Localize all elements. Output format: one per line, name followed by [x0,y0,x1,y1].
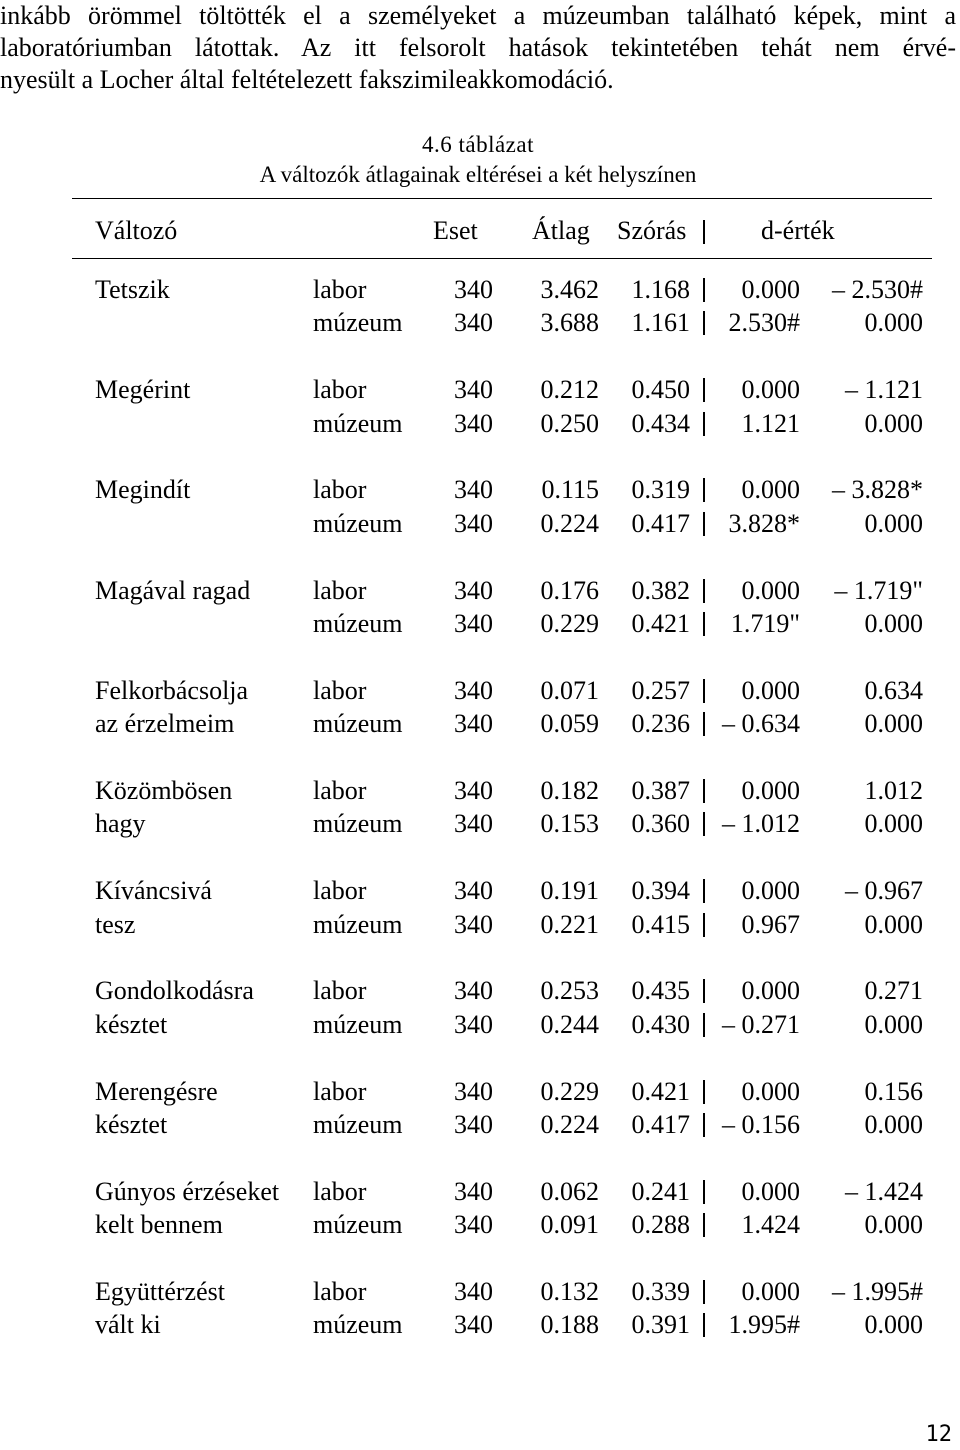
d-value-lab-cell: – 0.156 [722,1110,800,1139]
cases-cell: 340 [454,1110,493,1139]
header-separator [703,220,705,244]
place-cell: labor [313,375,367,405]
cases-cell: 340 [454,909,493,939]
sd-cell: 0.360 [631,809,690,839]
cases-cell: 340 [454,809,493,839]
place-cell: labor [313,1076,367,1106]
row-label: kelt bennem [95,1210,223,1240]
mean-cell: 0.062 [540,1176,599,1206]
mean-cell: 3.688 [540,308,599,338]
sd-cell: 0.288 [631,1210,690,1240]
table-top-rule [72,198,932,199]
place-cell: múzeum [313,909,403,939]
column-separator [703,1313,705,1337]
d-value-lab-cell: 1.719" [730,609,800,638]
cases-cell: 340 [454,876,493,906]
d-value-lab-cell: 0.000 [741,575,800,605]
row-label: Együttérzést [95,1277,225,1306]
sd-cell: 0.339 [631,1277,690,1306]
d-value-museum-cell: 0.000 [864,1310,923,1340]
d-value-museum-cell: – 3.828* [832,475,923,505]
column-separator [703,913,705,937]
d-value-lab-cell: – 0.634 [722,709,800,739]
column-separator [703,612,705,636]
mean-cell: 0.153 [540,809,599,839]
column-separator [703,712,705,736]
column-separator [703,412,705,436]
column-separator [703,311,705,335]
cases-cell: 340 [454,1009,493,1039]
column-separator [703,512,705,536]
cases-cell: 340 [454,1076,493,1106]
d-value-museum-cell: 0.271 [864,976,923,1006]
place-cell: múzeum [313,508,403,538]
cases-cell: 340 [454,508,493,538]
d-value-lab-cell: 0.000 [741,876,800,906]
d-value-museum-cell: 0.000 [864,1110,923,1139]
sd-cell: 0.421 [631,609,690,638]
mean-cell: 0.115 [541,475,599,505]
cases-cell: 340 [454,408,493,438]
place-cell: labor [313,1176,367,1206]
row-label: Gúnyos érzéseket [95,1176,280,1206]
column-separator [703,812,705,836]
sd-cell: 0.435 [631,976,690,1006]
d-value-museum-cell: 0.000 [864,508,923,538]
d-value-museum-cell: – 1.719" [834,575,923,605]
sd-cell: 0.257 [631,675,690,705]
cases-cell: 340 [454,1176,493,1206]
d-value-museum-cell: 0.000 [864,809,923,839]
place-cell: múzeum [313,1009,403,1039]
d-value-lab-cell: 0.967 [741,909,800,939]
mean-cell: 0.229 [540,609,599,638]
mean-cell: 0.059 [540,709,599,739]
mean-cell: 3.462 [540,275,599,304]
cases-cell: 340 [454,976,493,1006]
d-value-lab-cell: 1.121 [741,408,800,438]
column-separator [703,278,705,302]
d-value-lab-cell: 2.530# [728,308,800,338]
row-label: tesz [95,909,136,939]
row-label: Kíváncsivá [95,876,212,906]
header-mean: Átlag [532,216,590,245]
d-value-museum-cell: 0.000 [864,1210,923,1240]
mean-cell: 0.224 [540,1110,599,1139]
d-value-museum-cell: – 1.424 [845,1176,923,1206]
mean-cell: 0.176 [540,575,599,605]
column-separator [703,478,705,502]
mean-cell: 0.188 [540,1310,599,1340]
cases-cell: 340 [454,1210,493,1240]
mean-cell: 0.229 [540,1076,599,1106]
place-cell: múzeum [313,1310,403,1340]
row-label: Merengésre [95,1076,218,1106]
header-variable: Változó [95,216,178,245]
cases-cell: 340 [454,1277,493,1306]
mean-cell: 0.244 [540,1009,599,1039]
sd-cell: 1.168 [631,275,690,304]
d-value-lab-cell: 0.000 [741,1277,800,1306]
sd-cell: 0.391 [631,1310,690,1340]
d-value-museum-cell: 0.000 [864,408,923,438]
place-cell: múzeum [313,1110,403,1139]
d-value-museum-cell: 0.000 [864,308,923,338]
column-separator [703,879,705,903]
d-value-museum-cell: 0.000 [864,609,923,638]
mean-cell: 0.224 [540,508,599,538]
column-separator [703,679,705,703]
row-label: Megindít [95,475,191,505]
column-separator [703,1180,705,1204]
cases-cell: 340 [454,1310,493,1340]
row-label: Közömbösen [95,776,233,805]
mean-cell: 0.091 [540,1210,599,1240]
place-cell: labor [313,275,367,304]
d-value-museum-cell: 0.000 [864,709,923,739]
d-value-lab-cell: 0.000 [741,475,800,505]
page-number: 12 [925,1422,952,1447]
table-caption-number: 4.6 táblázat [421,132,534,157]
sd-cell: 0.241 [631,1176,690,1206]
column-separator [703,378,705,402]
d-value-lab-cell: 1.424 [741,1210,800,1240]
mean-cell: 0.250 [540,408,599,438]
place-cell: múzeum [313,709,403,739]
mean-cell: 0.132 [540,1277,599,1306]
d-value-lab-cell: 0.000 [741,375,800,405]
row-label: Magával ragad [95,575,251,605]
header-cases: Eset [433,216,478,245]
d-value-museum-cell: 0.000 [864,1009,923,1039]
mean-cell: 0.071 [540,675,599,705]
cases-cell: 340 [454,475,493,505]
row-label: késztet [95,1009,168,1039]
place-cell: labor [313,675,367,705]
mean-cell: 0.191 [540,876,599,906]
column-separator [703,1213,705,1237]
d-value-lab-cell: 0.000 [741,1076,800,1106]
column-separator [703,1280,705,1304]
column-separator [703,1013,705,1037]
d-value-lab-cell: – 0.271 [722,1009,800,1039]
intro-paragraph [0,0,956,96]
d-value-lab-cell: 3.828* [728,508,800,538]
place-cell: múzeum [313,1210,403,1240]
intro-line: nyesült a Locher által feltételezett fakszimileakkomodáció. [0,65,614,94]
intro-line: inkább örömmel töltötték el a személyeket a múzeumban található képek, mint a [0,1,956,30]
d-value-museum-cell: 0.000 [864,909,923,939]
place-cell: labor [313,475,367,505]
row-label: késztet [95,1110,168,1139]
sd-cell: 0.434 [631,408,690,438]
d-value-museum-cell: 0.156 [864,1076,923,1106]
column-separator [703,979,705,1003]
place-cell: labor [313,876,367,906]
sd-cell: 0.417 [631,1110,690,1139]
column-separator [703,1113,705,1137]
place-cell: múzeum [313,609,403,638]
d-value-museum-cell: 0.634 [864,675,923,705]
d-value-museum-cell: – 2.530# [832,275,923,304]
row-label: hagy [95,809,146,839]
d-value-lab-cell: 0.000 [741,275,800,304]
mean-cell: 0.182 [540,776,599,805]
sd-cell: 0.417 [631,508,690,538]
column-separator [703,1080,705,1104]
column-separator [703,579,705,603]
sd-cell: 0.421 [631,1076,690,1106]
sd-cell: 0.387 [631,776,690,805]
row-label: Gondolkodásra [95,976,254,1006]
d-value-lab-cell: 0.000 [741,1176,800,1206]
d-value-lab-cell: 0.000 [741,675,800,705]
d-value-museum-cell: 1.012 [864,776,923,805]
sd-cell: 0.430 [631,1009,690,1039]
place-cell: múzeum [313,308,403,338]
sd-cell: 0.319 [631,475,690,505]
table-header-rule [72,258,932,259]
d-value-lab-cell: – 1.012 [722,809,800,839]
sd-cell: 0.415 [631,909,690,939]
column-separator [703,779,705,803]
sd-cell: 0.236 [631,709,690,739]
d-value-lab-cell: 1.995# [728,1310,800,1340]
intro-line: laboratóriumban látottak. Az itt felsorolt hatások tekintetében tehát nem érvé- [0,33,956,62]
place-cell: múzeum [313,408,403,438]
d-value-museum-cell: – 1.995# [832,1277,923,1306]
row-label: Megérint [95,375,191,405]
sd-cell: 0.394 [631,876,690,906]
cases-cell: 340 [454,709,493,739]
table-caption-title: A változók átlagainak eltérései a két helyszínen [259,162,697,187]
d-value-lab-cell: 0.000 [741,776,800,805]
d-value-museum-cell: – 1.121 [845,375,923,405]
row-label: Tetszik [95,275,170,304]
place-cell: labor [313,976,367,1006]
cases-cell: 340 [454,275,493,304]
place-cell: labor [313,1277,367,1306]
row-label: az érzelmeim [95,709,235,739]
mean-cell: 0.221 [540,909,599,939]
mean-cell: 0.212 [540,375,599,405]
header-d-value: d-érték [761,216,835,245]
header-sd: Szórás [617,216,687,245]
sd-cell: 0.382 [631,575,690,605]
sd-cell: 1.161 [631,308,690,338]
d-value-lab-cell: 0.000 [741,976,800,1006]
cases-cell: 340 [454,609,493,638]
cases-cell: 340 [454,375,493,405]
cases-cell: 340 [454,575,493,605]
cases-cell: 340 [454,308,493,338]
d-value-museum-cell: – 0.967 [845,876,923,906]
cases-cell: 340 [454,776,493,805]
place-cell: labor [313,776,367,805]
mean-cell: 0.253 [540,976,599,1006]
sd-cell: 0.450 [631,375,690,405]
place-cell: múzeum [313,809,403,839]
row-label: Felkorbácsolja [95,675,249,705]
row-label: vált ki [95,1310,161,1340]
place-cell: labor [313,575,367,605]
cases-cell: 340 [454,675,493,705]
